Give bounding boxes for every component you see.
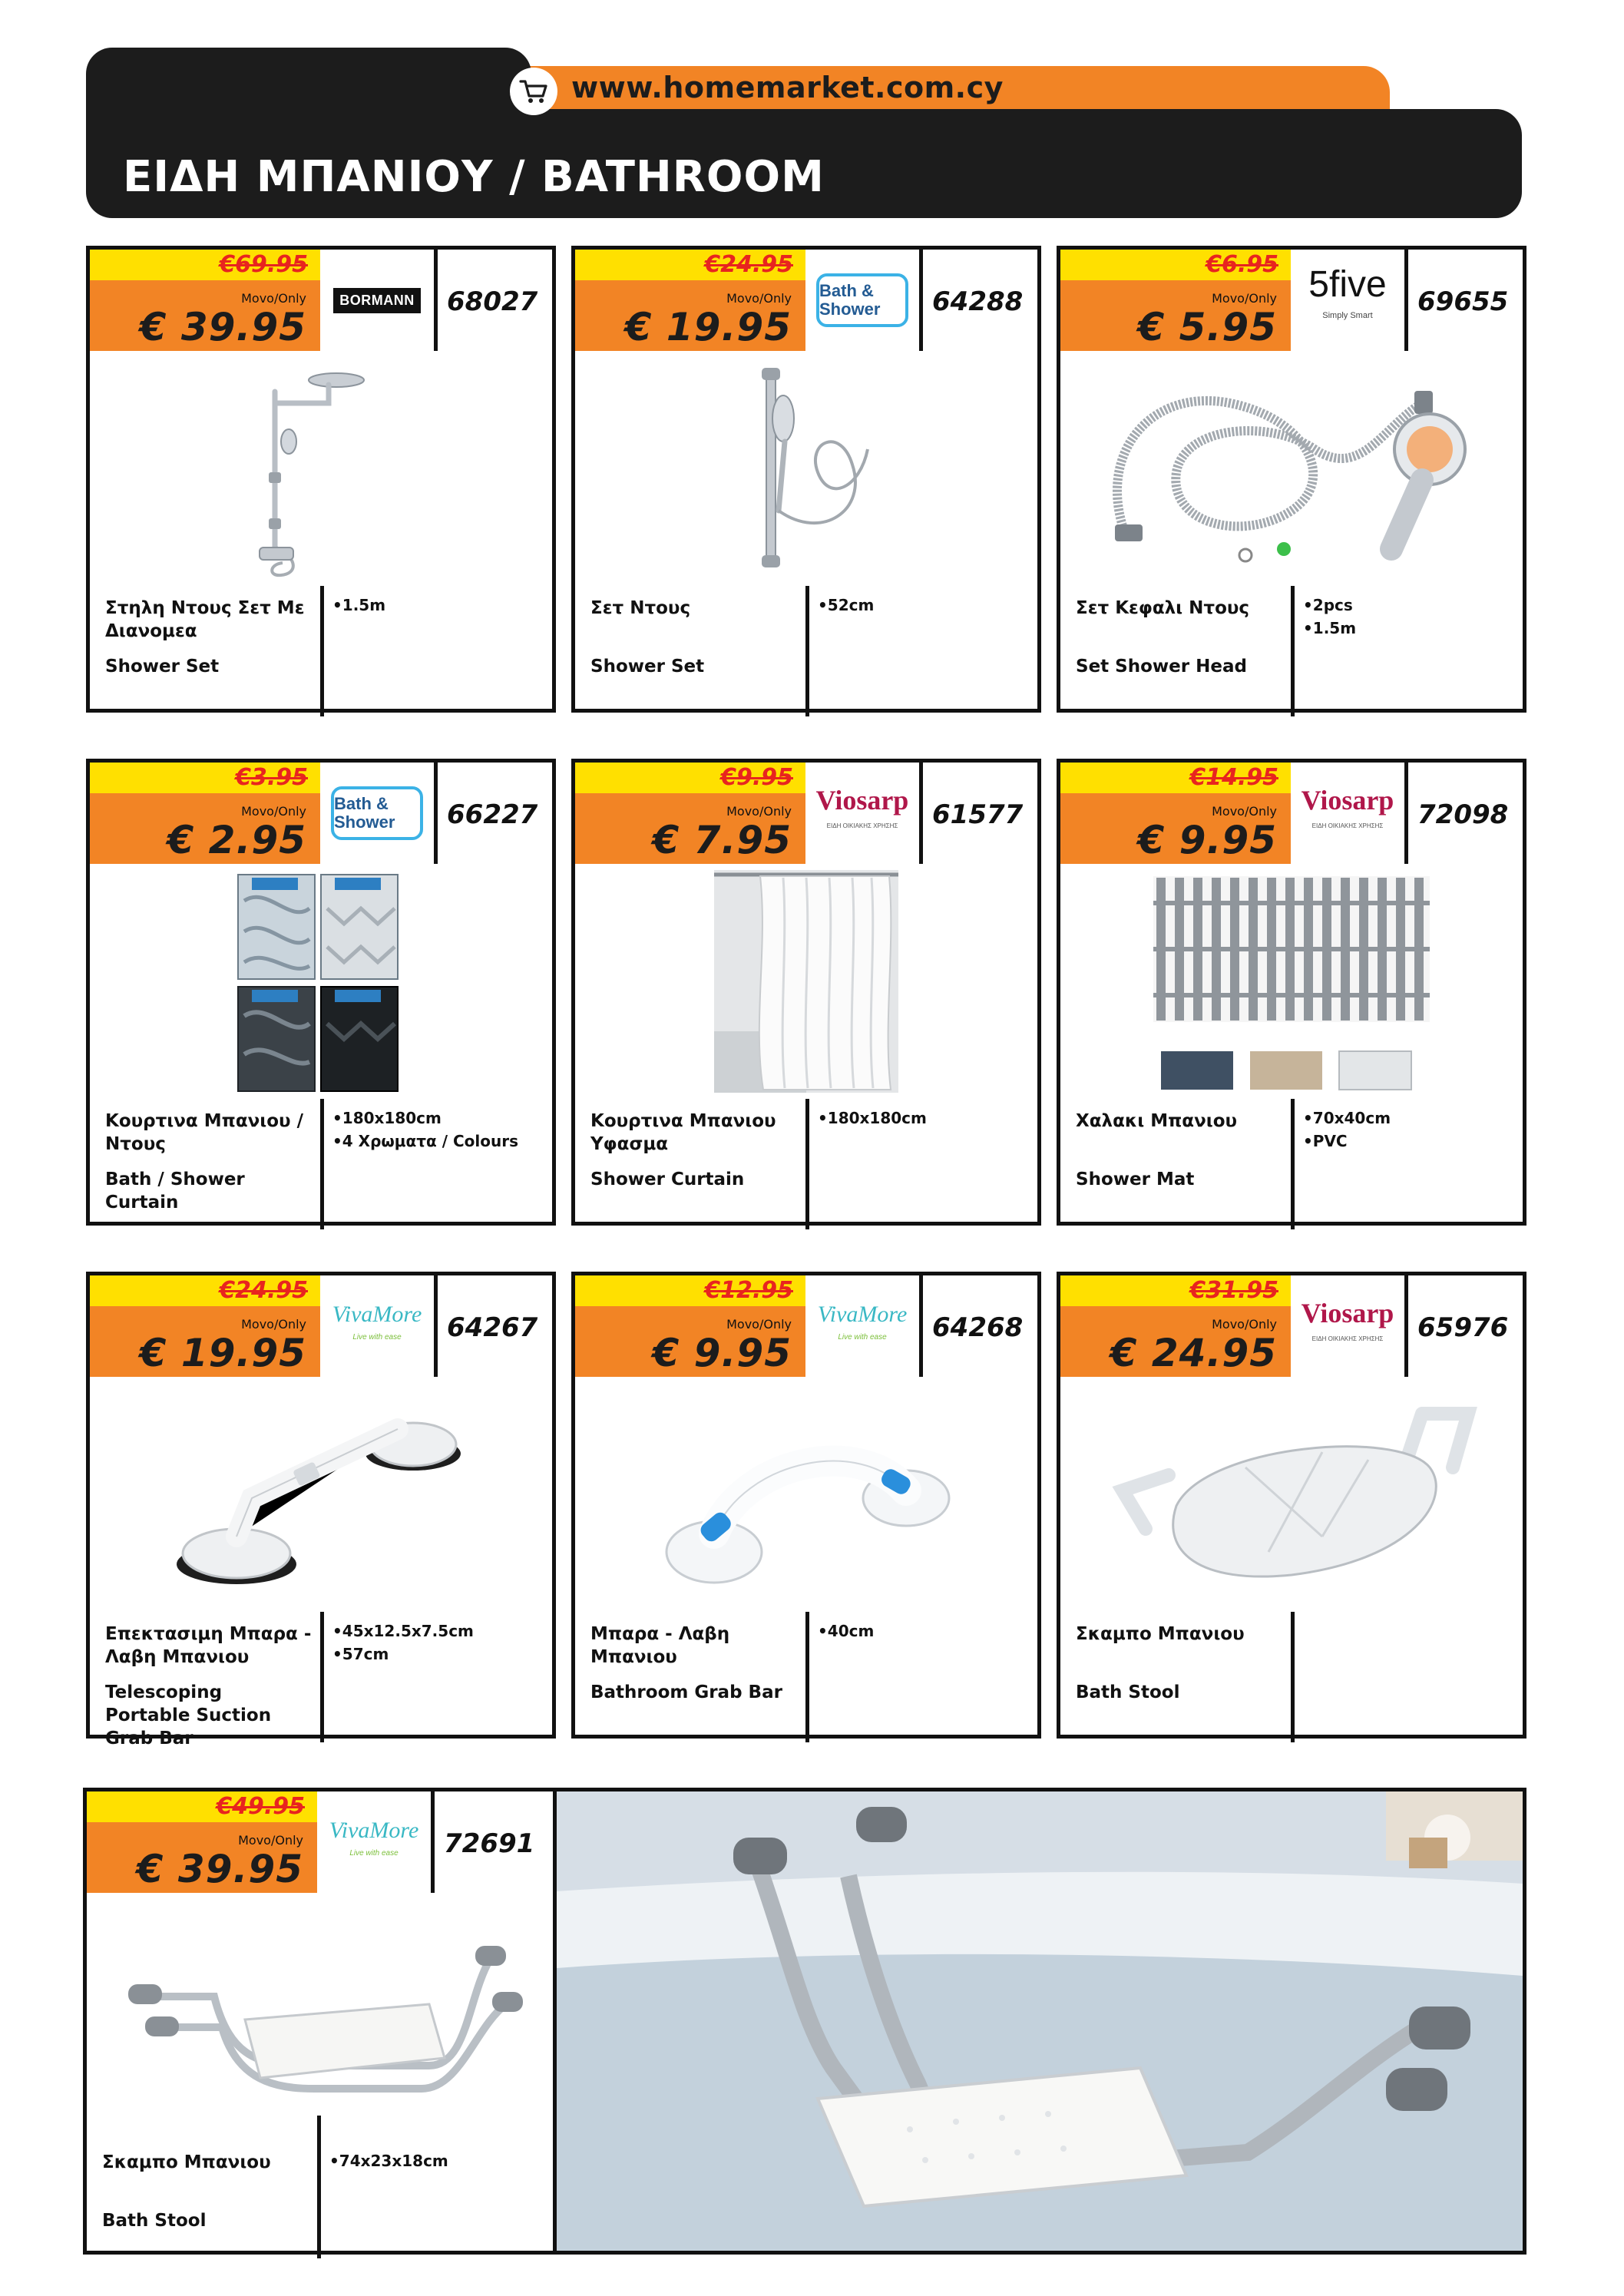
product-name-greek: Κουρτινα Μπανιου / Ντους bbox=[105, 1111, 303, 1154]
current-price: € 19.95 bbox=[139, 1331, 306, 1375]
product-card-68027 bbox=[86, 246, 556, 713]
product-specs: •1.5m bbox=[332, 596, 386, 614]
price-box bbox=[1060, 250, 1291, 351]
product-card-64288 bbox=[571, 246, 1041, 713]
product-specs: •70x40cm •PVC bbox=[1303, 1109, 1391, 1150]
product-code: 64267 bbox=[447, 1312, 538, 1343]
product-code: 69655 bbox=[1417, 286, 1509, 317]
product-code: 65976 bbox=[1417, 1312, 1509, 1343]
product-name-greek: Μπαρα - Λαβη Μπανιου bbox=[590, 1624, 730, 1667]
product-name-english: Shower Mat bbox=[1076, 1170, 1195, 1189]
price-box bbox=[90, 1275, 320, 1377]
price-box bbox=[90, 250, 320, 351]
current-price: € 39.95 bbox=[139, 305, 306, 349]
brand-logo: BORMANN bbox=[320, 250, 434, 351]
old-price: €24.95 bbox=[219, 1277, 308, 1304]
price-box bbox=[575, 763, 805, 864]
shower-set-image bbox=[575, 351, 1037, 586]
brand-logo: 5five Simply Smart bbox=[1308, 264, 1387, 320]
product-name-greek: Σετ Κεφαλι Ντους bbox=[1076, 598, 1250, 618]
current-price: € 19.95 bbox=[624, 305, 792, 349]
product-code: 72098 bbox=[1417, 799, 1509, 830]
product-name-english: Set Shower Head bbox=[1076, 657, 1247, 677]
current-price: € 39.95 bbox=[136, 1847, 303, 1891]
current-price: € 5.95 bbox=[1137, 305, 1277, 349]
brand-logo: Bath & Shower bbox=[805, 250, 919, 351]
price-label: Movo/Only bbox=[726, 804, 792, 819]
price-box bbox=[90, 763, 320, 864]
price-label: Movo/Only bbox=[241, 291, 306, 306]
current-price: € 9.95 bbox=[1137, 818, 1277, 862]
product-card-65976 bbox=[1057, 1272, 1526, 1739]
product-specs: •2pcs •1.5m bbox=[1303, 596, 1357, 637]
product-name-greek: Σετ Ντους bbox=[590, 598, 691, 618]
old-price: €69.95 bbox=[219, 251, 308, 278]
product-specs: •180x180cm •4 Χρωματα / Colours bbox=[332, 1109, 518, 1150]
old-price: €14.95 bbox=[1189, 764, 1278, 791]
product-card-66227 bbox=[86, 759, 556, 1226]
price-box bbox=[575, 1275, 805, 1377]
bath-stool-lifestyle-photo bbox=[557, 1791, 1523, 2251]
price-label: Movo/Only bbox=[1212, 804, 1277, 819]
shopping-cart-icon bbox=[510, 68, 557, 115]
shower-curtain-image bbox=[575, 864, 1037, 1099]
product-code: 64288 bbox=[932, 286, 1024, 317]
product-card-64268 bbox=[571, 1272, 1041, 1739]
product-name-english: Shower Set bbox=[590, 657, 705, 677]
grab-bar-image bbox=[575, 1377, 1037, 1612]
product-name-english: Bath Stool bbox=[1076, 1682, 1180, 1702]
brand-logo: VivaMore Live with ease bbox=[329, 1818, 419, 1858]
product-name-english: Shower Curtain bbox=[590, 1170, 745, 1189]
old-price: €31.95 bbox=[1189, 1277, 1278, 1304]
product-specs: •52cm bbox=[818, 596, 875, 614]
product-card-61577 bbox=[571, 759, 1041, 1226]
old-price: €6.95 bbox=[1206, 251, 1278, 278]
current-price: € 9.95 bbox=[652, 1331, 792, 1375]
old-price: €3.95 bbox=[235, 764, 308, 791]
price-label: Movo/Only bbox=[726, 1317, 792, 1332]
shower-mat-image bbox=[1060, 864, 1523, 1099]
product-card-72691 bbox=[83, 1788, 1526, 2255]
price-label: Movo/Only bbox=[241, 1317, 306, 1332]
product-code: 68027 bbox=[447, 286, 538, 317]
current-price: € 7.95 bbox=[652, 818, 792, 862]
product-code: 66227 bbox=[447, 799, 538, 830]
product-name-greek: Στηλη Ντους Σετ Με Διανομεα bbox=[105, 598, 305, 641]
page-title: ΕΙΔΗ ΜΠΑΝΙΟΥ / BATHROOM bbox=[123, 152, 825, 202]
price-label: Movo/Only bbox=[241, 804, 306, 819]
brand-logo: Bath & Shower bbox=[320, 763, 434, 864]
old-price: €9.95 bbox=[720, 764, 793, 791]
price-label: Movo/Only bbox=[1212, 291, 1277, 306]
product-card-69655 bbox=[1057, 246, 1526, 713]
product-specs: •180x180cm bbox=[818, 1109, 927, 1127]
price-label: Movo/Only bbox=[726, 291, 792, 306]
product-name-greek: Σκαμπο Μπανιου bbox=[102, 2152, 271, 2172]
old-price: €12.95 bbox=[704, 1277, 793, 1304]
product-name-greek: Επεκτασιμη Μπαρα - Λαβη Μπανιου bbox=[105, 1624, 312, 1667]
price-label: Movo/Only bbox=[238, 1833, 303, 1848]
old-price: €49.95 bbox=[216, 1793, 305, 1820]
price-box bbox=[1060, 763, 1291, 864]
product-specs: •45x12.5x7.5cm •57cm bbox=[332, 1622, 474, 1663]
product-name-english: Shower Set bbox=[105, 657, 220, 677]
bath-stool-product-image bbox=[87, 1893, 557, 2116]
product-specs: •74x23x18cm bbox=[329, 2152, 448, 2170]
shower-column-image bbox=[90, 351, 552, 586]
current-price: € 2.95 bbox=[167, 818, 306, 862]
product-name-greek: Κουρτινα Μπανιου Υφασμα bbox=[590, 1111, 776, 1154]
product-code: 61577 bbox=[932, 799, 1024, 830]
website-url[interactable]: www.homemarket.com.cy bbox=[571, 71, 1004, 104]
shower-head-set-image bbox=[1060, 351, 1523, 586]
header-tab bbox=[86, 48, 531, 117]
product-name-english: Bath Stool bbox=[102, 2211, 207, 2231]
product-name-greek: Χαλακι Μπανιου bbox=[1076, 1111, 1238, 1131]
bath-stool-image bbox=[1060, 1377, 1523, 1612]
product-code: 72691 bbox=[444, 1828, 535, 1859]
brand-logo: Viosarp ΕΙΔΗ ΟΙΚΙΑΚΗΣ ΧΡΗΣΗΣ bbox=[1301, 1298, 1394, 1342]
brand-logo: VivaMore Live with ease bbox=[332, 1302, 422, 1342]
product-name-english: Bathroom Grab Bar bbox=[590, 1682, 782, 1702]
brand-logo: Viosarp ΕΙΔΗ ΟΙΚΙΑΚΗΣ ΧΡΗΣΗΣ bbox=[1301, 785, 1394, 829]
product-name-greek: Σκαμπο Μπανιου bbox=[1076, 1624, 1245, 1644]
product-name-english: Telescoping Portable Suction Grab Bar bbox=[105, 1682, 272, 1748]
telescoping-grab-bar-image bbox=[90, 1377, 552, 1612]
product-specs: •40cm bbox=[818, 1622, 875, 1640]
brand-logo: VivaMore Live with ease bbox=[817, 1302, 908, 1342]
price-box bbox=[87, 1791, 317, 1893]
price-label: Movo/Only bbox=[1212, 1317, 1277, 1332]
price-box bbox=[575, 250, 805, 351]
product-card-64267 bbox=[86, 1272, 556, 1748]
brand-logo: Viosarp ΕΙΔΗ ΟΙΚΙΑΚΗΣ ΧΡΗΣΗΣ bbox=[815, 785, 909, 829]
product-code: 64268 bbox=[932, 1312, 1024, 1343]
price-box bbox=[1060, 1275, 1291, 1377]
current-price: € 24.95 bbox=[1110, 1331, 1277, 1375]
bath-curtain-packs-image bbox=[90, 864, 552, 1099]
old-price: €24.95 bbox=[704, 251, 793, 278]
product-card-72098 bbox=[1057, 759, 1526, 1226]
product-name-english: Bath / Shower Curtain bbox=[105, 1170, 245, 1213]
